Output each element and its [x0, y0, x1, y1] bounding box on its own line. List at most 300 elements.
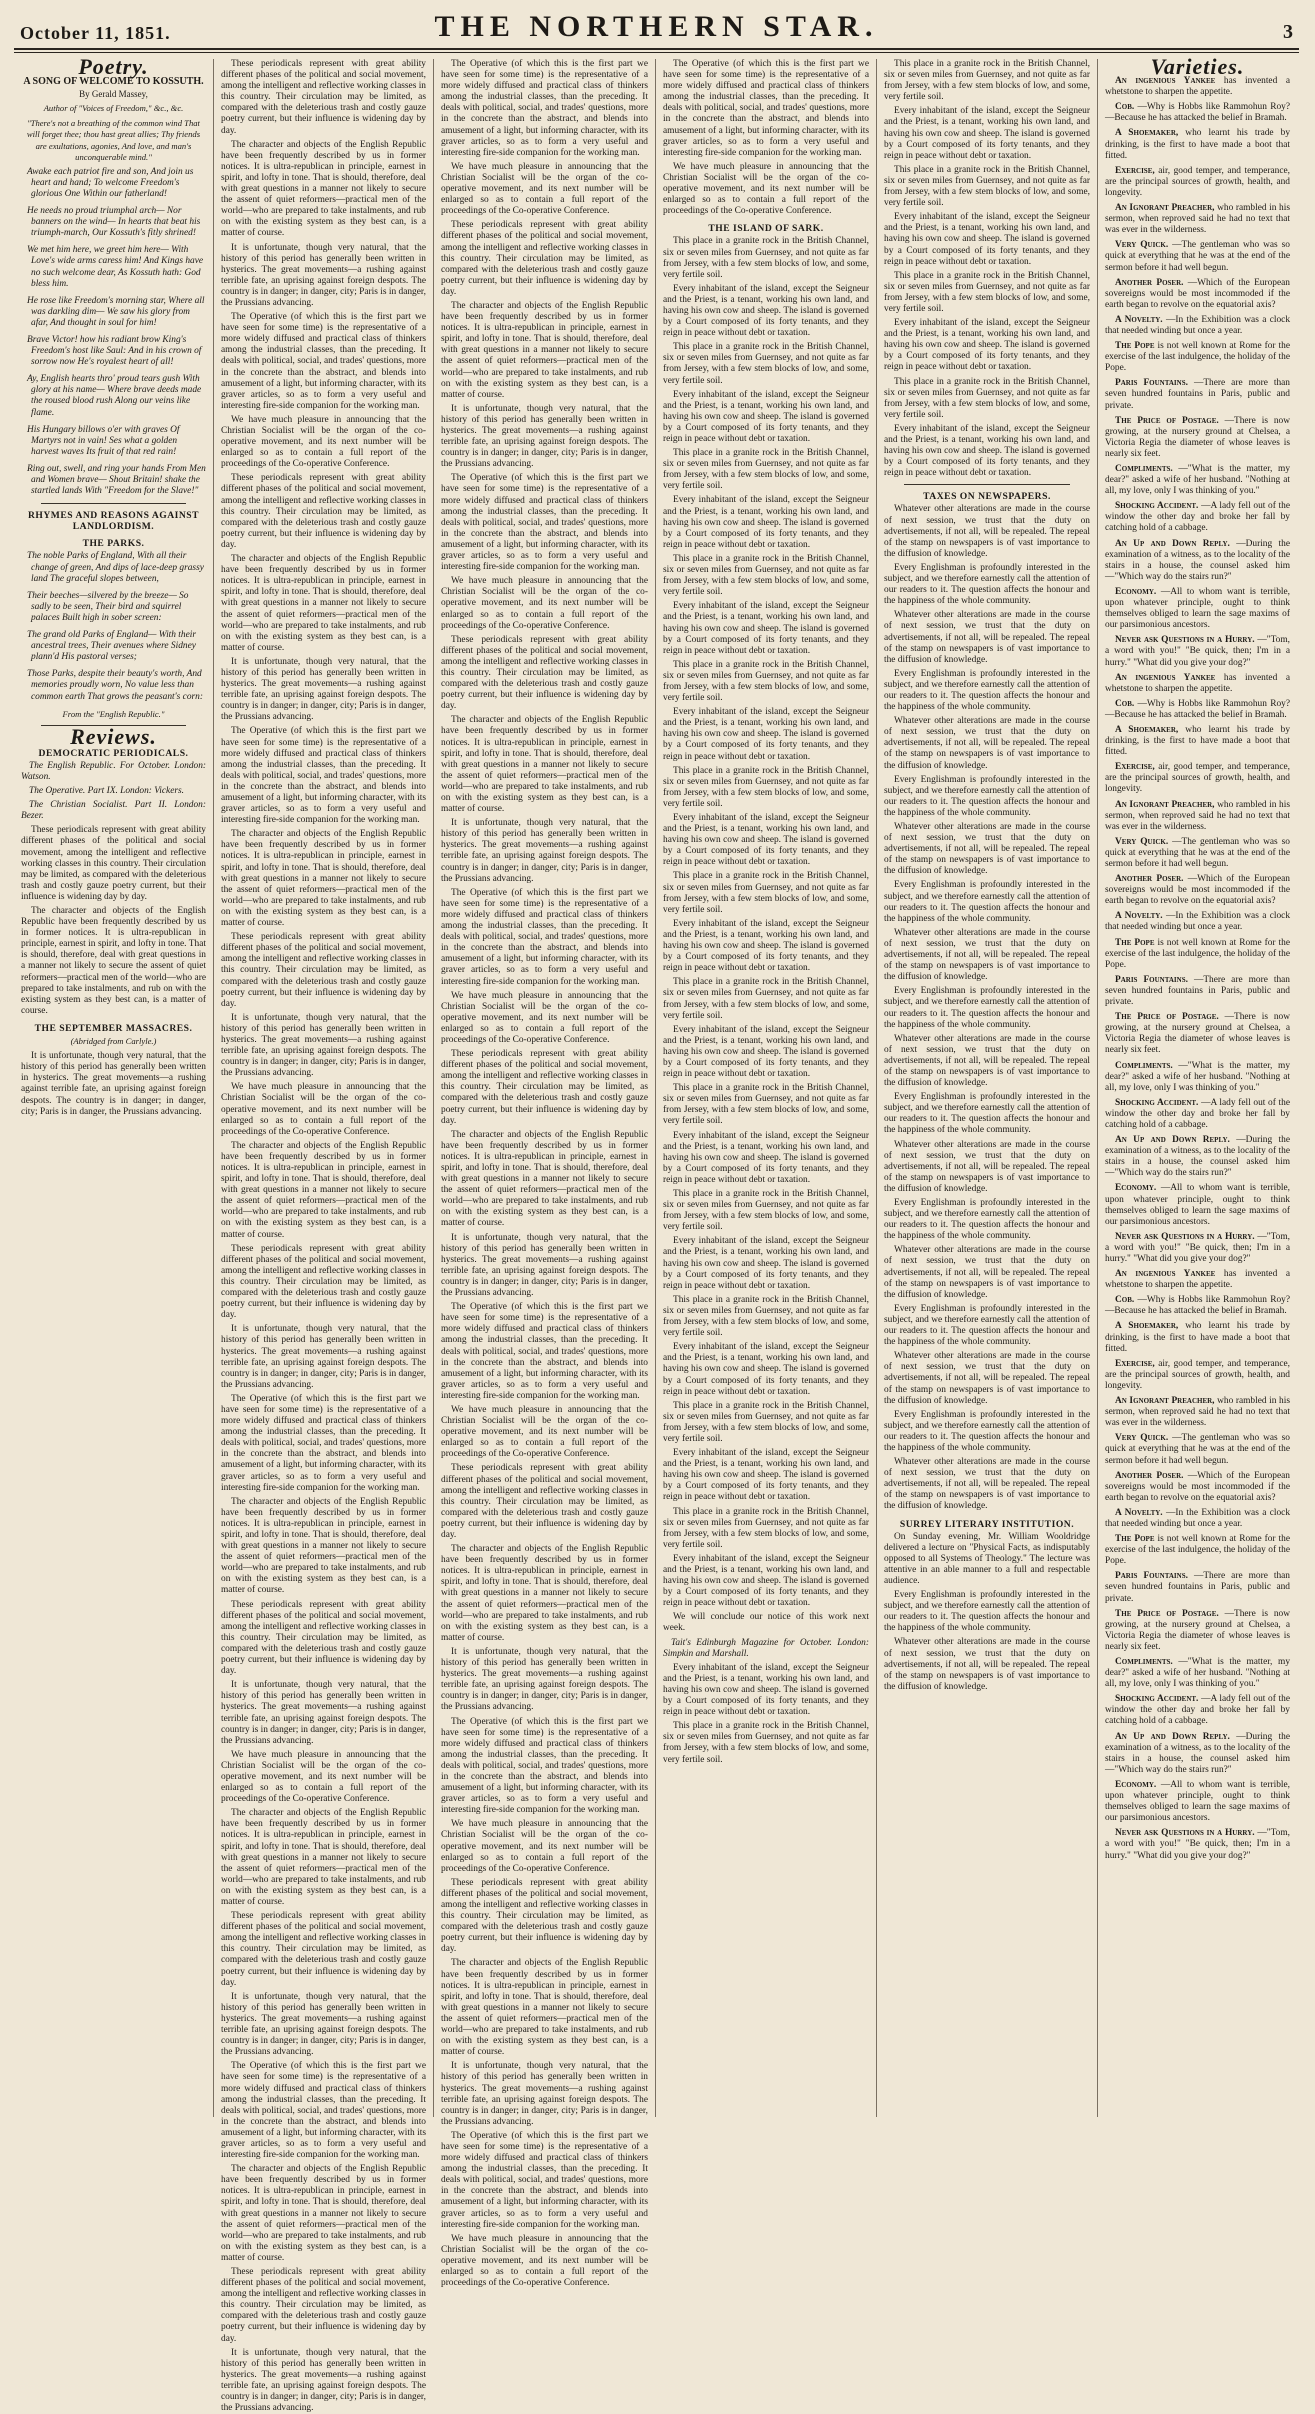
operative-paragraph: The Operative (of which this is the first part we have seen for some time) is the representative of a more widely diffused and practical class of thinkers among the industrial classes, than the preceding. It deals with political, social, and trades' questions, more in the concrete than the abstract, and blends into amusement of a light, but informing character, with its graver articles, so as to form a very useful and interesting fire-side companion for the working man. [441, 887, 648, 987]
poem-stanza: We met him here, we greet him here— With Love's wide arms caress him! And Kings have no such welcome dear, As Kossuth hath: God bless him. [27, 245, 204, 289]
variety-tag: The Price of Postage. [1115, 415, 1219, 426]
sark-paragraph: This place in a granite rock in the British Channel, six or seven miles from Guernsey, and not quite as far from Jersey, with a few stem blocks of low, and some, very fertile soil. [663, 1400, 869, 1444]
variety-text: who rambled in his sermon, when reproved said he had no text that was ever in the wilderness. [1105, 799, 1290, 832]
operative-paragraph: The Operative (of which this is the first part we have seen for some time) is the representative of a more widely diffused and practical class of thinkers among the industrial classes, than the preceding. It deals with political, social, and trades' questions, more in the concrete than the abstract, and blends into amusement of a light, but informing character, with its graver articles, so as to form a very useful and interesting fire-side companion for the working man. [441, 473, 648, 573]
massacre-subtitle: THE SEPTEMBER MASSACRES. [34, 1022, 193, 1034]
variety-tag: A Novelty. [1115, 314, 1163, 325]
variety-tag: Shocking Accident. [1115, 1694, 1199, 1705]
sark-paragraph: Every inhabitant of the island, except the Seigneur and the Priest, is a tenant, working his own land, and having his own cow and sheep. The island is governed by a Court composed of its forty tenants, and they reign in peace without debt or taxation. [663, 1024, 869, 1080]
review-reference: The English Republic. For October. London: Watson. [21, 760, 206, 782]
variety-text: —There is now growing, at the nursery ground at Chelsea, a Victoria Regia the diameter of whose leaves is nearly six feet. [1105, 415, 1290, 459]
operative-paragraph: We have much pleasure in announcing that the Christian Socialist will be the organ of the co-operative movement, and its next number will be enlarged so as to contain a full report of the proceedings of the Co-operative Conference. [221, 1082, 426, 1137]
sark-paragraph: This place in a granite rock in the British Channel, six or seven miles from Guernsey, and not quite as far from Jersey, with a few stem blocks of low, and some, very fertile soil. [663, 1506, 869, 1550]
poem-stanza: He rose like Freedom's morning star, Where all was darkling dim— We saw his glory from afar, And thought in soul for him! [27, 295, 205, 328]
divider [904, 484, 1070, 485]
sark-paragraph: This place in a granite rock in the British Channel, six or seven miles from Guernsey, and not quite as far from Jersey, with a few stem blocks of low, and some, very fertile soil. [663, 236, 869, 280]
massacre-paragraph: It is unfortunate, though very natural, that the history of this period has generally been written in hysterics. The great movements—a rushing against terrible fate, an uprising against foreign despots. The country is in danger; in danger, city; Paris is in danger, the Prussians advancing. [221, 2347, 426, 2414]
newspaper-title: THE NORTHERN STAR. [434, 10, 879, 43]
variety-item [1105, 1609, 1290, 1653]
review-reference: The Operative. Part IX. London: Vickers. [29, 786, 185, 797]
newspapers-paragraph: Whatever other alterations are made in the course of next session, we trust that the duty on advertisements, if not all, will be repealed. The repeal of the stamp on newspapers is of vast importance to the diffusion of knowledge. [884, 1245, 1090, 1300]
variety-item [1105, 587, 1290, 631]
newspapers-paragraph: Every Englishman is profoundly interested in the subject, and we therefore earnestly call the attention of our readers to it. The question affects the honour and the happiness of the whole community. [884, 774, 1090, 818]
variety-text: air, good temper, and temperance, are the principal sources of growth, health, and longevity. [1105, 1358, 1291, 1391]
variety-tag: Economy. [1115, 1779, 1157, 1790]
massacre-paragraph: It is unfortunate, though very natural, that the history of this period has generally been written in hysterics. The great movements—a rushing against terrible fate, an uprising against foreign despots. The country is in danger; in danger, city; Paris is in danger, the Prussians advancing. [221, 1991, 426, 2058]
newspapers-paragraph: Whatever other alterations are made in the course of next session, we trust that the duty on advertisements, if not all, will be repealed. The repeal of the stamp on newspapers is of vast importance to the diffusion of knowledge. [884, 1457, 1090, 1512]
variety-item [1105, 1508, 1290, 1530]
column-3 [434, 59, 656, 2289]
newspapers-paragraph: Every Englishman is profoundly interested in the subject, and we therefore earnestly call the attention of our readers to it. The question affects the honour and the happiness of the whole community. [884, 1303, 1090, 1348]
variety-text: —There are more than seven hundred fountains in Paris, public and private. [1105, 1571, 1290, 1604]
massacre-paragraph: It is unfortunate, though very natural, that the history of this period has generally been written in hysterics. The great movements—a rushing against terrible fate, an uprising against foreign despots. The country is in danger; in danger, city; Paris is in danger, the Prussians advancing. [441, 2061, 648, 2127]
variety-tag: Exercise, [1115, 1358, 1155, 1369]
variety-item [1105, 203, 1290, 236]
variety-tag: An Ignorant Preacher, [1115, 1396, 1215, 1407]
sark-paragraph: This place in a granite rock in the British Channel, six or seven miles from Guernsey, and not quite as far from Jersey, with a few stem blocks of low, and some, very fertile soil. [663, 1294, 869, 1339]
variety-item [1105, 1433, 1290, 1466]
variety-tag: Cob. [1115, 1295, 1135, 1306]
variety-tag: Very Quick. [1115, 240, 1169, 251]
variety-text: —"Tom, a word with you!" "Be quick, then; I'm in a hurry." "What did you give your dog?" [1105, 1231, 1290, 1264]
variety-text: —There is now growing, at the nursery ground at Chelsea, a Victoria Regia the diameter of whose leaves is nearly six feet. [1105, 1012, 1290, 1056]
variety-text: —In the Exhibition was a clock that needed winding but once a year. [1105, 314, 1291, 336]
review-paragraph: These periodicals represent with great ability different phases of the political and social movement, among the intelligent and reflective working classes in this country. Their circulation may be limited, as compared with the deleterious trash and costly gauze poetry current, but their influence is widening day by day. [221, 59, 426, 136]
review-paragraph: These periodicals represent with great ability different phases of the political and social movement, among the intelligent and reflective working classes in this country. Their circulation may be limited, as compared with the deleterious trash and costly gauze poetry current, but their influence is widening day by day. [221, 932, 426, 1009]
review-paragraph: The character and objects of the English Republic have been frequently described by us in former notices. It is ultra-republican in principle, earnest in spirit, and lofty in tone. That is should, therefore, deal with great questions in a manner not likely to secure the assent of quiet reformers—practical men of the world—who are prepared to take instalments, and rub on with the existing system as they best can, is a matter of course. [221, 1808, 426, 1907]
massacre-paragraph: It is unfortunate, though very natural, that the history of this period has generally been written in hysterics. The great movements—a rushing against terrible fate, an uprising against foreign despots. The country is in danger; in danger, city; Paris is in danger, the Prussians advancing. [221, 1680, 426, 1746]
masthead-rule [14, 52, 1299, 53]
operative-paragraph: We have much pleasure in announcing that the Christian Socialist will be the organ of the co-operative movement, and its next number will be enlarged so as to contain a full report of the proceedings of the Co-operative Conference. [441, 161, 648, 217]
variety-text: —During the examination of a witness, as to the locality of the stairs in a house, the counsel asked him—"Which way do the stairs run?" [1105, 1731, 1290, 1775]
newspapers-paragraph: Every Englishman is profoundly interested in the subject, and we therefore earnestly call the attention of our readers to it. The question affects the honour and the happiness of the whole community. [884, 880, 1090, 924]
variety-text: —A lady fell out of the window the other day and broke her fall by catching hold of a cabbage. [1105, 1097, 1290, 1130]
variety-tag: Very Quick. [1115, 836, 1169, 847]
variety-text: —A lady fell out of the window the other day and broke her fall by catching hold of a cabbage. [1105, 1694, 1290, 1727]
newspapers-paragraph: Whatever other alterations are made in the course of next session, we trust that the duty on advertisements, if not all, will be repealed. The repeal of the stamp on newspapers is of vast importance to the diffusion of knowledge. [884, 1139, 1090, 1194]
variety-text: —Why is Hobbs like Rammohun Roy?—Because he has attacked the belief in Bramah. [1105, 1295, 1290, 1317]
variety-text: is not well known at Rome for the exercise of the last indulgence, the holiday of the Pope. [1105, 1534, 1291, 1567]
sark-paragraph: Every inhabitant of the island, except the Seigneur and the Priest, is a tenant, working his own land, and having his own cow and sheep. The island is governed by a Court composed of its forty tenants, and they reign in peace without debt or taxation. [884, 106, 1090, 161]
columns [14, 54, 1299, 2414]
variety-text: —The gentleman who was so quick at everything that he was at the end of the sermon before it had well begun. [1105, 1433, 1290, 1466]
variety-item [1105, 1471, 1290, 1504]
variety-item [1105, 673, 1290, 695]
poem-credit: Author of "Voices of Freedom," &c., &c. [43, 103, 184, 114]
sark-paragraph: Every inhabitant of the island, except the Seigneur and the Priest, is a tenant, working his own land, and having his own cow and sheep. The island is governed by a Court composed of its forty tenants, and they reign in peace without debt or taxation. [663, 1130, 869, 1185]
review-paragraph: The character and objects of the English Republic have been frequently described by us in former notices. It is ultra-republican in principle, earnest in spirit, and lofty in tone. That is should, therefore, deal with great questions in a manner not likely to secure the assent of quiet reformers—practical men of the world—who are prepared to take instalments, and rub on with the existing system as they best can, is a matter of course. [221, 139, 426, 239]
operative-paragraph: The Operative (of which this is the first part we have seen for some time) is the representative of a more widely diffused and practical class of thinkers among the industrial classes, than the preceding. It deals with political, social, and trades' questions, more in the concrete than the abstract, and blends into amusement of a light, but informing character, with its graver articles, so as to form a very useful and interesting fire-side companion for the working man. [221, 1393, 426, 1493]
rhymes-stanza: Their beeches—silvered by the breeze— So sadly to be seen, Their bird and squirrel palaces Built high in sober screen: [27, 590, 189, 623]
massacre-paragraph: It is unfortunate, though very natural, that the history of this period has generally been written in hysterics. The great movements—a rushing against terrible fate, an uprising against foreign despots. The country is in danger; in danger, city; Paris is in danger, the Prussians advancing. [221, 242, 426, 308]
review-paragraph: These periodicals represent with great ability different phases of the political and social movement, among the intelligent and reflective working classes in this country. Their circulation may be limited, as compared with the deleterious trash and costly gauze poetry current, but their influence is widening day by day. [441, 634, 648, 712]
variety-item [1105, 501, 1290, 534]
sark-paragraph: Every inhabitant of the island, except the Seigneur and the Priest, is a tenant, working his own land, and having his own cow and sheep. The island is governed by a Court composed of its forty tenants, and they reign in peace without debt or taxation. [884, 212, 1090, 267]
sark-paragraph: This place in a granite rock in the British Channel, six or seven miles from Guernsey, and not quite as far from Jersey, with a few stem blocks of low, and some, very fertile soil. [663, 1189, 869, 1233]
variety-item [1105, 1534, 1290, 1567]
surrey-paragraph: On Sunday evening, Mr. William Wooldridge delivered a lecture on "Physical Facts, as indisputably opposed to all Systems of Theology." The lecture was attentive in an able manner to a full and respectable audience. [884, 1531, 1090, 1586]
variety-tag: Shocking Accident. [1115, 501, 1199, 512]
variety-item [1105, 1359, 1290, 1392]
variety-tag: An Up and Down Reply. [1115, 538, 1230, 549]
poem-verses [27, 167, 206, 497]
variety-text: —All to whom want is terrible, upon whatever principle, ought to think themselves obliged to learn the sage maxims of our parsimonious ancestors. [1105, 586, 1290, 631]
massacre-paragraph: It is unfortunate, though very natural, that the history of this period has generally been written in hysterics. The great movements—a rushing against terrible fate, an uprising against foreign despots. The country is in danger; in danger, city; Paris is in danger, the Prussians advancing. [221, 656, 426, 723]
variety-text: who rambled in his sermon, when reproved said he had no text that was ever in the wilderness. [1105, 1396, 1290, 1429]
variety-item [1105, 699, 1290, 721]
variety-tag: The Price of Postage. [1115, 1012, 1219, 1023]
variety-item [1105, 800, 1290, 833]
operative-paragraph: We have much pleasure in announcing that the Christian Socialist will be the organ of the co-operative movement, and its next number will be enlarged so as to contain a full report of the proceedings of the Co-operative Conference. [221, 1749, 426, 1805]
review-paragraph: These periodicals represent with great ability different phases of the political and social movement, among the intelligent and reflective working classes in this country. Their circulation may be limited, as compared with the deleterious trash and costly gauze poetry current, but their influence is widening day by day. [221, 473, 426, 550]
variety-text: who learnt his trade by drinking, is the first to have made a boot that fitted. [1105, 1321, 1291, 1354]
review-paragraph: These periodicals represent with great ability different phases of the political and social movement, among the intelligent and reflective working classes in this country. Their circulation may be limited, as compared with the deleterious trash and costly gauze poetry current, but their influence is widening day by day. [441, 220, 648, 297]
variety-item [1105, 378, 1290, 411]
sark-paragraph: This place in a granite rock in the British Channel, six or seven miles from Guernsey, and not quite as far from Jersey, with a few stem blocks of low, and some, very fertile soil. [884, 59, 1090, 103]
rhymes-credit: From the "English Republic." [62, 708, 165, 719]
review-paragraph: The character and objects of the English Republic have been frequently described by us in former notices. It is ultra-republican in principle, earnest in spirit, and lofty in tone. That is should, therefore, deal with great questions in a manner not likely to secure the assent of quiet reformers—practical men of the world—who are prepared to take instalments, and rub on with the existing system as they best can, is a matter of course. [221, 829, 426, 929]
review-paragraph: The character and objects of the English Republic have been frequently described by us in former notices. It is ultra-republican in principle, earnest in spirit, and lofty in tone. That is should, therefore, deal with great questions in a manner not likely to secure the assent of quiet reformers—practical men of the world—who are prepared to take instalments, and rub on with the existing system as they best can, is a matter of course. [21, 906, 206, 1016]
review-paragraph: These periodicals represent with great ability different phases of the political and social movement, among the intelligent and reflective working classes in this country. Their circulation may be limited, as compared with the deleterious trash and costly gauze poetry current, but their influence is widening day by day. [441, 1877, 648, 1955]
review-paragraph: The character and objects of the English Republic have been frequently described by us in former notices. It is ultra-republican in principle, earnest in spirit, and lofty in tone. That is should, therefore, deal with great questions in a manner not likely to secure the assent of quiet reformers—practical men of the world—who are prepared to take instalments, and rub on with the existing system as they best can, is a matter of course. [221, 2164, 426, 2263]
newspapers-paragraph: Whatever other alterations are made in the course of next session, we trust that the duty on advertisements, if not all, will be repealed. The repeal of the stamp on newspapers is of vast importance to the diffusion of knowledge. [884, 1351, 1090, 1406]
poem-title: A SONG OF WELCOME TO KOSSUTH. [23, 76, 204, 88]
variety-item [1105, 128, 1290, 161]
variety-item [1105, 1321, 1290, 1354]
variety-text: —A lady fell out of the window the other day and broke her fall by catching hold of a cabbage. [1105, 501, 1290, 534]
variety-text: has invented a whetstone to sharpen the appetite. [1105, 1269, 1290, 1291]
variety-text: is not well known at Rome for the exercise of the last indulgence, the holiday of the Pope. [1105, 937, 1291, 970]
massacre-note: (Abridged from Carlyle.) [70, 1036, 157, 1047]
sark-paragraph: Every inhabitant of the island, except the Seigneur and the Priest, is a tenant, working his own land, and having his own cow and sheep. The island is governed by a Court composed of its forty tenants, and they reign in peace without debt or taxation. [663, 1342, 869, 1397]
variety-item [1105, 1780, 1290, 1824]
variety-item [1105, 911, 1290, 933]
sark-paragraph: This place in a granite rock in the British Channel, six or seven miles from Guernsey, and not quite as far from Jersey, with a few stem blocks of low, and some, very fertile soil. [663, 1721, 869, 1765]
sark-paragraph: This place in a granite rock in the British Channel, six or seven miles from Guernsey, and not quite as far from Jersey, with a few stem blocks of low, and some, very fertile soil. [663, 871, 869, 915]
poem-stanza: He needs no proud triumphal arch— Nor banners on the wind— In hearts that beat his triumph-march, Our Kossuth's fitly shrined! [27, 206, 201, 239]
variety-item [1105, 1694, 1290, 1727]
masthead [14, 10, 1299, 50]
sark-paragraph: Every inhabitant of the island, except the Seigneur and the Priest, is a tenant, working his own land, and having his own cow and sheep. The island is governed by a Court composed of its forty tenants, and they reign in peace without debt or taxation. [663, 1662, 869, 1718]
reviews-title: DEMOCRATIC PERIODICALS. [38, 747, 189, 759]
poem-byline: By Gerald Massey, [79, 89, 148, 100]
newspapers-paragraph: Whatever other alterations are made in the course of next session, we trust that the duty on advertisements, if not all, will be repealed. The repeal of the stamp on newspapers is of vast importance to the diffusion of knowledge. [884, 504, 1090, 559]
operative-paragraph: The Operative (of which this is the first part we have seen for some time) is the representative of a more widely diffused and practical class of thinkers among the industrial classes, than the preceding. It deals with political, social, and trades' questions, more in the concrete than the abstract, and blends into amusement of a light, but informing character, with its graver articles, so as to form a very useful and interesting fire-side companion for the working man. [663, 59, 869, 158]
variety-tag: Very Quick. [1115, 1433, 1169, 1444]
variety-item [1105, 975, 1290, 1008]
variety-item [1105, 1732, 1290, 1776]
review-paragraph: These periodicals represent with great ability different phases of the political and social movement, among the intelligent and reflective working classes in this country. Their circulation may be limited, as compared with the deleterious trash and costly gauze poetry current, but their influence is widening day by day. [441, 1463, 648, 1540]
newspapers-paragraph: Whatever other alterations are made in the course of next session, we trust that the duty on advertisements, if not all, will be repealed. The repeal of the stamp on newspapers is of vast importance to the diffusion of knowledge. [884, 1033, 1090, 1089]
variety-item [1105, 635, 1290, 668]
variety-item [1105, 1571, 1290, 1604]
sark-closing: We will conclude our notice of this work next week. [663, 1612, 869, 1634]
operative-paragraph: We have much pleasure in announcing that the Christian Socialist will be the organ of the co-operative movement, and its next number will be enlarged so as to contain a full report of the proceedings of the Co-operative Conference. [441, 1819, 648, 1874]
sark-paragraph: Every inhabitant of the island, except the Seigneur and the Priest, is a tenant, working his own land, and having his own cow and sheep. The island is governed by a Court composed of its forty tenants, and they reign in peace without debt or taxation. [663, 1553, 869, 1609]
review-paragraph: The character and objects of the English Republic have been frequently described by us in former notices. It is ultra-republican in principle, earnest in spirit, and lofty in tone. That is should, therefore, deal with great questions in a manner not likely to secure the assent of quiet reformers—practical men of the world—who are prepared to take instalments, and rub on with the existing system as they best can, is a matter of course. [441, 715, 648, 815]
surrey-subtitle: SURREY LITERARY INSTITUTION. [899, 1518, 1075, 1530]
newspapers-paragraph: Every Englishman is profoundly interested in the subject, and we therefore earnestly call the attention of our readers to it. The question affects the honour and the happiness of the whole community. [884, 986, 1090, 1030]
sark-paragraph: This place in a granite rock in the British Channel, six or seven miles from Guernsey, and not quite as far from Jersey, with a few stem blocks of low, and some, very fertile soil. [663, 1083, 869, 1127]
variety-text: —"What is the matter, my dear?" asked a wife of her husband. "Nothing at all, my love, only I was thinking of you." [1105, 1657, 1291, 1690]
variety-item [1105, 1295, 1290, 1317]
newspapers-paragraph: Every Englishman is profoundly interested in the subject, and we therefore earnestly call the attention of our readers to it. The question affects the honour and the happiness of the whole community. [884, 1092, 1090, 1136]
operative-paragraph: We have much pleasure in announcing that the Christian Socialist will be the organ of the co-operative movement, and its next number will be enlarged so as to contain a full report of the proceedings of the Co-operative Conference. [221, 414, 426, 470]
variety-item [1105, 1396, 1290, 1429]
variety-tag: The Pope [1115, 341, 1155, 352]
newspapers-paragraph: Every Englishman is profoundly interested in the subject, and we therefore earnestly call the attention of our readers to it. The question affects the honour and the happiness of the whole community. [884, 1409, 1090, 1453]
sark-paragraph: Every inhabitant of the island, except the Seigneur and the Priest, is a tenant, working his own land, and having his own cow and sheep. The island is governed by a Court composed of its forty tenants, and they reign in peace without debt or taxation. [663, 707, 869, 762]
poem-stanza: Ring out, swell, and ring your hands From Men and Women brave— Shout Britain! shake the startled lands With "Freedom for the Slave!" [27, 463, 206, 497]
variety-item [1105, 1098, 1290, 1131]
variety-tag: Exercise, [1115, 762, 1155, 773]
poem-stanza: Awake each patriot fire and son, And join us heart and hand; To welcome Freedom's glorious One Within our fatherland! [27, 166, 194, 199]
poem-stanza: Brave Victor! how his radiant brow King's Freedom's host like Saul: And in his crown of sorrow now He's royalest heart of all! [27, 334, 202, 368]
variety-text: air, good temper, and temperance, are the principal sources of growth, health, and longevity. [1105, 762, 1291, 795]
issue-date: October 11, 1851. [20, 23, 171, 43]
sark-paragraph: Every inhabitant of the island, except the Seigneur and the Priest, is a tenant, working his own land, and having his own cow and sheep. The island is governed by a Court composed of its forty tenants, and they reign in peace without debt or taxation. [663, 1448, 869, 1503]
variety-tag: An Ignorant Preacher, [1115, 799, 1215, 810]
sark-paragraph: Every inhabitant of the island, except the Seigneur and the Priest, is a tenant, working his own land, and having his own cow and sheep. The island is governed by a Court composed of its forty tenants, and they reign in peace without debt or taxation. [663, 1236, 869, 1291]
variety-text: has invented a whetstone to sharpen the appetite. [1105, 672, 1290, 694]
rhymes-stanza: The noble Parks of England, With all their change of green, And dips of lace-deep grassy land The graceful slopes between, [27, 551, 204, 584]
review-paragraph: The character and objects of the English Republic have been frequently described by us in former notices. It is ultra-republican in principle, earnest in spirit, and lofty in tone. That is should, therefore, deal with great questions in a manner not likely to secure the assent of quiet reformers—practical men of the world—who are prepared to take instalments, and rub on with the existing system as they best can, is a matter of course. [441, 1958, 648, 2058]
variety-tag: A Shoemaker, [1115, 128, 1179, 139]
variety-tag: The Pope [1115, 937, 1155, 948]
operative-paragraph: The Operative (of which this is the first part we have seen for some time) is the representative of a more widely diffused and practical class of thinkers among the industrial classes, than the preceding. It deals with political, social, and trades' questions, more in the concrete than the abstract, and blends into amusement of a light, but informing character, with its graver articles, so as to form a very useful and interesting fire-side companion for the working man. [221, 312, 426, 411]
variety-tag: Never ask Questions in a Hurry. [1115, 1231, 1255, 1242]
variety-tag: A Shoemaker, [1115, 724, 1179, 735]
variety-text: —In the Exhibition was a clock that needed winding but once a year. [1105, 1507, 1291, 1529]
sark-paragraph: This place in a granite rock in the British Channel, six or seven miles from Guernsey, and not quite as far from Jersey, with a few stem blocks of low, and some, very fertile soil. [884, 376, 1090, 420]
massacre-paragraph: It is unfortunate, though very natural, that the history of this period has generally been written in hysterics. The great movements—a rushing against terrible fate, an uprising against foreign despots. The country is in danger; in danger, city; Paris is in danger, the Prussians advancing. [441, 1646, 648, 1713]
massacre-paragraph: It is unfortunate, though very natural, that the history of this period has generally been written in hysterics. The great movements—a rushing against terrible fate, an uprising against foreign despots. The country is in danger; in danger, city; Paris is in danger, the Prussians advancing. [21, 1051, 206, 1117]
varieties-heading: Varieties. [1150, 54, 1245, 79]
massacre-paragraph: It is unfortunate, though very natural, that the history of this period has generally been written in hysterics. The great movements—a rushing against terrible fate, an uprising against foreign despots. The country is in danger; in danger, city; Paris is in danger, the Prussians advancing. [441, 818, 648, 884]
sark-paragraph: This place in a granite rock in the British Channel, six or seven miles from Guernsey, and not quite as far from Jersey, with a few stem blocks of low, and some, very fertile soil. [663, 765, 869, 809]
massacre-paragraph: It is unfortunate, though very natural, that the history of this period has generally been written in hysterics. The great movements—a rushing against terrible fate, an uprising against foreign despots. The country is in danger; in danger, city; Paris is in danger, the Prussians advancing. [221, 1012, 426, 1079]
variety-tag: Compliments. [1115, 1657, 1173, 1667]
variety-tag: Another Poser. [1115, 1470, 1184, 1481]
poem-stanza: His Hungary billows o'er with graves Of Martyrs not in vain! Ses what a golden harvest waves Its fruit of that red rain! [27, 424, 180, 457]
variety-item [1105, 539, 1290, 583]
variety-tag: Economy. [1115, 1183, 1157, 1194]
variety-item [1105, 76, 1290, 98]
variety-tag: Shocking Accident. [1115, 1097, 1199, 1108]
newspapers-paragraph: Every Englishman is profoundly interested in the subject, and we therefore earnestly call the attention of our readers to it. The question affects the honour and the happiness of the whole community. [884, 668, 1090, 713]
column-6 [1098, 54, 1297, 2117]
variety-text: —During the examination of a witness, as to the locality of the stairs in a house, the counsel asked him—"Which way do the stairs run?" [1105, 1135, 1290, 1179]
variety-text: —The gentleman who was so quick at everything that he was at the end of the sermon before it had well begun. [1105, 240, 1290, 273]
review-paragraph: The character and objects of the English Republic have been frequently described by us in former notices. It is ultra-republican in principle, earnest in spirit, and lofty in tone. That is should, therefore, deal with great questions in a manner not likely to secure the assent of quiet reformers—practical men of the world—who are prepared to take instalments, and rub on with the existing system as they best can, is a matter of course. [221, 1496, 426, 1596]
variety-item [1105, 240, 1290, 273]
variety-tag: Cob. [1115, 102, 1135, 113]
variety-tag: An ingenious Yankee [1115, 672, 1216, 683]
variety-text: —Why is Hobbs like Rammohun Roy?—Because he has attacked the belief in Bramah. [1105, 698, 1290, 720]
variety-tag: Compliments. [1115, 464, 1173, 474]
review-paragraph: These periodicals represent with great ability different phases of the political and social movement, among the intelligent and reflective working classes in this country. Their circulation may be limited, as compared with the deleterious trash and costly gauze poetry current, but their influence is widening day by day. [221, 2267, 426, 2344]
variety-tag: Another Poser. [1115, 874, 1184, 885]
taits-reference: Tait's Edinburgh Magazine for October. London: Simpkin and Marshall. [663, 1637, 869, 1659]
variety-item [1105, 166, 1290, 199]
operative-paragraph: We have much pleasure in announcing that the Christian Socialist will be the organ of the co-operative movement, and its next number will be enlarged so as to contain a full report of the proceedings of the Co-operative Conference. [441, 1404, 648, 1460]
variety-text: air, good temper, and temperance, are the principal sources of growth, health, and longevity. [1105, 165, 1291, 198]
variety-tag: Never ask Questions in a Hurry. [1115, 1828, 1255, 1839]
massacre-paragraph: It is unfortunate, though very natural, that the history of this period has generally been written in hysterics. The great movements—a rushing against terrible fate, an uprising against foreign despots. The country is in danger; in danger, city; Paris is in danger, the Prussians advancing. [221, 1324, 426, 1390]
variety-tag: The Pope [1115, 1534, 1155, 1545]
operative-paragraph: We have much pleasure in announcing that the Christian Socialist will be the organ of the co-operative movement, and its next number will be enlarged so as to contain a full report of the proceedings of the Co-operative Conference. [663, 161, 869, 217]
rhymes-subtitle: THE PARKS. [82, 538, 145, 550]
variety-item [1105, 416, 1290, 460]
review-paragraph: The character and objects of the English Republic have been frequently described by us in former notices. It is ultra-republican in principle, earnest in spirit, and lofty in tone. That is should, therefore, deal with great questions in a manner not likely to secure the assent of quiet reformers—practical men of the world—who are prepared to take instalments, and rub on with the existing system as they best can, is a matter of course. [221, 1140, 426, 1240]
variety-tag: Paris Fountains. [1115, 974, 1188, 985]
variety-text: —"Tom, a word with you!" "Be quick, then; I'm in a hurry." "What did you give your dog?" [1105, 635, 1290, 668]
newspapers-paragraph: Every Englishman is profoundly interested in the subject, and we therefore earnestly call the attention of our readers to it. The question affects the honour and the happiness of the whole community. [884, 1590, 1090, 1634]
variety-text: —There are more than seven hundred fountains in Paris, public and private. [1105, 974, 1290, 1008]
operative-paragraph: The Operative (of which this is the first part we have seen for some time) is the representative of a more widely diffused and practical class of thinkers among the industrial classes, than the preceding. It deals with political, social, and trades' questions, more in the concrete than the abstract, and blends into amusement of a light, but informing character, with its graver articles, so as to form a very useful and interesting fire-side companion for the working man. [441, 1716, 648, 1816]
variety-text: —All to whom want is terrible, upon whatever principle, ought to think themselves obliged to learn the sage maxims of our parsimonious ancestors. [1105, 1183, 1290, 1227]
variety-text: —In the Exhibition was a clock that needed winding but once a year. [1105, 911, 1291, 933]
review-paragraph: These periodicals represent with great ability different phases of the political and social movement, among the intelligent and reflective working classes in this country. Their circulation may be limited, as compared with the deleterious trash and costly gauze poetry current, but their influence is widening day by day. [21, 825, 206, 902]
rhymes-stanza: Those Parks, despite their beauty's worth, And memories proudly worn, No value less than common earth That grows the peasant's corn: [27, 669, 203, 702]
variety-item [1105, 1828, 1290, 1861]
variety-tag: An Ignorant Preacher, [1115, 203, 1215, 214]
review-paragraph: The character and objects of the English Republic have been frequently described by us in former notices. It is ultra-republican in principle, earnest in spirit, and lofty in tone. That is should, therefore, deal with great questions in a manner not likely to secure the assent of quiet reformers—practical men of the world—who are prepared to take instalments, and rub on with the existing system as they best can, is a matter of course. [441, 300, 648, 400]
newspapers-paragraph: Whatever other alterations are made in the course of next session, we trust that the duty on advertisements, if not all, will be repealed. The repeal of the stamp on newspapers is of vast importance to the diffusion of knowledge. [884, 1637, 1090, 1692]
variety-text: —There are more than seven hundred fountains in Paris, public and private. [1105, 378, 1290, 411]
variety-tag: Paris Fountains. [1115, 1571, 1188, 1582]
variety-text: —All to whom want is terrible, upon whatever principle, ought to think themselves obliged to learn the sage maxims of our parsimonious ancestors. [1105, 1779, 1290, 1824]
column-2 [214, 59, 434, 2414]
variety-item [1105, 1657, 1290, 1690]
variety-tag: Economy. [1115, 586, 1157, 597]
divider [41, 503, 186, 504]
rhymes-title: RHYMES AND REASONS AGAINST LANDLORDISM. [27, 510, 200, 533]
variety-item [1105, 1232, 1290, 1265]
operative-paragraph: The Operative (of which this is the first part we have seen for some time) is the representative of a more widely diffused and practical class of thinkers among the industrial classes, than the preceding. It deals with political, social, and trades' questions, more in the concrete than the abstract, and blends into amusement of a light, but informing character, with its graver articles, so as to form a very useful and interesting fire-side companion for the working man. [441, 59, 648, 158]
poem-motto: "There's not a breathing of the common wind That will forget thee; thou hast great allies; Thy friends are exultations, agonies, And love, and man's unconquerable mind." [26, 118, 201, 162]
variety-tag: An Up and Down Reply. [1115, 1135, 1230, 1146]
variety-tag: Never ask Questions in a Hurry. [1115, 635, 1255, 646]
variety-item [1105, 278, 1290, 311]
variety-text: who learnt his trade by drinking, is the first to have made a boot that fitted. [1105, 724, 1291, 758]
review-paragraph: The character and objects of the English Republic have been frequently described by us in former notices. It is ultra-republican in principle, earnest in spirit, and lofty in tone. That is should, therefore, deal with great questions in a manner not likely to secure the assent of quiet reformers—practical men of the world—who are prepared to take instalments, and rub on with the existing system as they best can, is a matter of course. [441, 1129, 648, 1229]
variety-text: is not well known at Rome for the exercise of the last indulgence, the holiday of the Pope. [1105, 341, 1291, 374]
variety-item [1105, 762, 1290, 795]
variety-tag: A Novelty. [1115, 911, 1163, 922]
newspapers-paragraph: Every Englishman is profoundly interested in the subject, and we therefore earnestly call the attention of our readers to it. The question affects the honour and the happiness of the whole community. [884, 1198, 1090, 1242]
variety-tag: An ingenious Yankee [1115, 1269, 1216, 1280]
sark-paragraph: This place in a granite rock in the British Channel, six or seven miles from Guernsey, and not quite as far from Jersey, with a few stem blocks of low, and some, very fertile soil. [663, 342, 869, 386]
review-paragraph: The character and objects of the English Republic have been frequently described by us in former notices. It is ultra-republican in principle, earnest in spirit, and lofty in tone. That is should, therefore, deal with great questions in a manner not likely to secure the assent of quiet reformers—practical men of the world—who are prepared to take instalments, and rub on with the existing system as they best can, is a matter of course. [221, 554, 426, 653]
variety-item [1105, 102, 1290, 124]
sark-paragraph: Every inhabitant of the island, except the Seigneur and the Priest, is a tenant, working his own land, and having his own cow and sheep. The island is governed by a Court composed of its forty tenants, and they reign in peace without debt or taxation. [663, 813, 869, 868]
variety-tag: Another Poser. [1115, 277, 1184, 288]
column-1 [14, 54, 214, 2117]
variety-text: who learnt his trade by drinking, is the first to have made a boot that fitted. [1105, 128, 1291, 161]
operative-paragraph: We have much pleasure in announcing that the Christian Socialist will be the organ of the co-operative movement, and its next number will be enlarged so as to contain a full report of the proceedings of the Co-operative Conference. [441, 990, 648, 1045]
operative-paragraph: We have much pleasure in announcing that the Christian Socialist will be the organ of the co-operative movement, and its next number will be enlarged so as to contain a full report of the proceedings of the Co-operative Conference. [441, 2233, 648, 2289]
newspapers-paragraph: Whatever other alterations are made in the course of next session, we trust that the duty on advertisements, if not all, will be repealed. The repeal of the stamp on newspapers is of vast importance to the diffusion of knowledge. [884, 927, 1090, 983]
sark-paragraph: This place in a granite rock in the British Channel, six or seven miles from Guernsey, and not quite as far from Jersey, with a few stem blocks of low, and some, very fertile soil. [663, 553, 869, 598]
sark-paragraph: Every inhabitant of the island, except the Seigneur and the Priest, is a tenant, working his own land, and having his own cow and sheep. The island is governed by a Court composed of its forty tenants, and they reign in peace without debt or taxation. [663, 918, 869, 974]
variety-item [1105, 874, 1290, 907]
review-paragraph: These periodicals represent with great ability different phases of the political and social movement, among the intelligent and reflective working classes in this country. Their circulation may be limited, as compared with the deleterious trash and costly gauze poetry current, but their influence is widening day by day. [441, 1049, 648, 1126]
newspapers-subtitle: TAXES ON NEWSPAPERS. [923, 491, 1051, 503]
column-4 [656, 59, 877, 2117]
newspapers-paragraph: Every Englishman is profoundly interested in the subject, and we therefore earnestly call the attention of our readers to it. The question affects the honour and the happiness of the whole community. [884, 562, 1090, 607]
variety-item [1105, 464, 1290, 497]
variety-tag: Cob. [1115, 698, 1135, 709]
variety-text: —"Tom, a word with you!" "Be quick, then; I'm in a hurry." "What did you give your dog?" [1105, 1828, 1290, 1861]
variety-text: who rambled in his sermon, when reproved said he had no text that was ever in the wilderness. [1105, 203, 1290, 236]
variety-tag: Compliments. [1115, 1060, 1173, 1071]
operative-paragraph: We have much pleasure in announcing that the Christian Socialist will be the organ of the co-operative movement, and its next number will be enlarged so as to contain a full report of the proceedings of the Co-operative Conference. [441, 576, 648, 631]
newspapers-paragraph: Whatever other alterations are made in the course of next session, we trust that the duty on advertisements, if not all, will be repealed. The repeal of the stamp on newspapers is of vast importance to the diffusion of knowledge. [884, 822, 1090, 877]
page-number: 3 [1283, 21, 1293, 43]
varieties-list [1105, 76, 1290, 1862]
sark-paragraph: This place in a granite rock in the British Channel, six or seven miles from Guernsey, and not quite as far from Jersey, with a few stem blocks of low, and some, very fertile soil. [884, 270, 1090, 314]
variety-item [1105, 341, 1290, 374]
variety-text: —Which of the European sovereigns would be most incommoded if the earth began to revolve on the equatorial axis? [1105, 1470, 1290, 1503]
sark-paragraph: Every inhabitant of the island, except the Seigneur and the Priest, is a tenant, working his own land, and having his own cow and sheep. The island is governed by a Court composed of its forty tenants, and they reign in peace without debt or taxation. [663, 601, 869, 656]
variety-item [1105, 1061, 1290, 1094]
variety-text: —There is now growing, at the nursery ground at Chelsea, a Victoria Regia the diameter of whose leaves is nearly six feet. [1105, 1608, 1290, 1652]
variety-text: —"What is the matter, my dear?" asked a wife of her husband. "Nothing at all, my love, only I was thinking of you." [1105, 1060, 1291, 1093]
sark-paragraph: Every inhabitant of the island, except the Seigneur and the Priest, is a tenant, working his own land, and having his own cow and sheep. The island is governed by a Court composed of its forty tenants, and they reign in peace without debt or taxation. [663, 389, 869, 444]
variety-text: —Which of the European sovereigns would be most incommoded if the earth began to revolve on the equatorial axis? [1105, 874, 1290, 907]
column-5 [877, 59, 1098, 2117]
variety-tag: The Price of Postage. [1115, 1608, 1219, 1619]
operative-paragraph: The Operative (of which this is the first part we have seen for some time) is the representative of a more widely diffused and practical class of thinkers among the industrial classes, than the preceding. It deals with political, social, and trades' questions, more in the concrete than the abstract, and blends into amusement of a light, but informing character, with its graver articles, so as to form a very useful and interesting fire-side companion for the working man. [221, 2061, 426, 2161]
variety-item [1105, 315, 1290, 337]
newspapers-paragraph: Whatever other alterations are made in the course of next session, we trust that the duty on advertisements, if not all, will be repealed. The repeal of the stamp on newspapers is of vast importance to the diffusion of knowledge. [884, 610, 1090, 665]
sark-subtitle: THE ISLAND OF SARK. [708, 223, 824, 235]
review-paragraph: These periodicals represent with great ability different phases of the political and social movement, among the intelligent and reflective working classes in this country. Their circulation may be limited, as compared with the deleterious trash and costly gauze poetry current, but their influence is widening day by day. [221, 1599, 426, 1677]
reviews-heading: Reviews. [70, 723, 157, 749]
variety-text: has invented a whetstone to sharpen the appetite. [1105, 76, 1290, 98]
variety-item [1105, 725, 1290, 758]
sark-paragraph: Every inhabitant of the island, except the Seigneur and the Priest, is a tenant, working his own land, and having his own cow and sheep. The island is governed by a Court composed of its forty tenants, and they reign in peace without debt or taxation. [884, 423, 1090, 479]
massacre-paragraph: It is unfortunate, though very natural, that the history of this period has generally been written in hysterics. The great movements—a rushing against terrible fate, an uprising against foreign despots. The country is in danger; in danger, city; Paris is in danger, the Prussians advancing. [441, 1232, 648, 1299]
review-reference: The Christian Socialist. Part II. London: Bezer. [21, 800, 206, 822]
variety-item [1105, 1183, 1290, 1227]
variety-text: —Which of the European sovereigns would be most incommoded if the earth began to revolve on the equatorial axis? [1105, 277, 1290, 310]
variety-text: —During the examination of a witness, as to the locality of the stairs in a house, the counsel asked him—"Which way do the stairs run?" [1105, 538, 1290, 582]
sark-paragraph: This place in a granite rock in the British Channel, six or seven miles from Guernsey, and not quite as far from Jersey, with a few stem blocks of low, and some, very fertile soil. [663, 977, 869, 1021]
variety-item [1105, 837, 1290, 870]
newspapers-paragraph: Whatever other alterations are made in the course of next session, we trust that the duty on advertisements, if not all, will be repealed. The repeal of the stamp on newspapers is of vast importance to the diffusion of knowledge. [884, 716, 1090, 771]
variety-tag: A Novelty. [1115, 1507, 1163, 1518]
rhymes-verses [27, 551, 206, 702]
variety-item [1105, 1135, 1290, 1179]
review-paragraph: These periodicals represent with great ability different phases of the political and social movement, among the intelligent and reflective working classes in this country. Their circulation may be limited, as compared with the deleterious trash and costly gauze poetry current, but their influence is widening day by day. [221, 1243, 426, 1321]
variety-tag: Paris Fountains. [1115, 378, 1188, 389]
sark-paragraph: This place in a granite rock in the British Channel, six or seven miles from Guernsey, and not quite as far from Jersey, with a few stem blocks of low, and some, very fertile soil. [884, 164, 1090, 209]
sark-paragraph: This place in a granite rock in the British Channel, six or seven miles from Guernsey, and not quite as far from Jersey, with a few stem blocks of low, and some, very fertile soil. [663, 659, 869, 704]
variety-item [1105, 1269, 1290, 1291]
review-paragraph: These periodicals represent with great ability different phases of the political and social movement, among the intelligent and reflective working classes in this country. Their circulation may be limited, as compared with the deleterious trash and costly gauze poetry current, but their influence is widening day by day. [221, 1911, 426, 1988]
rhymes-stanza: The grand old Parks of England— With their ancestral trees, Their avenues where Sidney plann'd His pastoral verses; [27, 630, 197, 663]
variety-tag: Exercise, [1115, 165, 1155, 176]
variety-text: —Why is Hobbs like Rammohun Roy?—Because he has attacked the belief in Bramah. [1105, 102, 1290, 124]
variety-item [1105, 938, 1290, 971]
variety-tag: An Up and Down Reply. [1115, 1731, 1230, 1742]
poem-stanza: Ay, English hearts thro' proud tears gush With glory at his name— Where brave deeds made the roused blood rush Along our veins like flame. [27, 374, 202, 418]
operative-paragraph: The Operative (of which this is the first part we have seen for some time) is the representative of a more widely diffused and practical class of thinkers among the industrial classes, than the preceding. It deals with political, social, and trades' questions, more in the concrete than the abstract, and blends into amusement of a light, but informing character, with its graver articles, so as to form a very useful and interesting fire-side companion for the working man. [221, 726, 426, 826]
sark-paragraph: This place in a granite rock in the British Channel, six or seven miles from Guernsey, and not quite as far from Jersey, with a few stem blocks of low, and some, very fertile soil. [663, 448, 869, 492]
variety-text: —"What is the matter, my dear?" asked a wife of her husband. "Nothing at all, my love, only I was thinking of you." [1105, 464, 1291, 497]
